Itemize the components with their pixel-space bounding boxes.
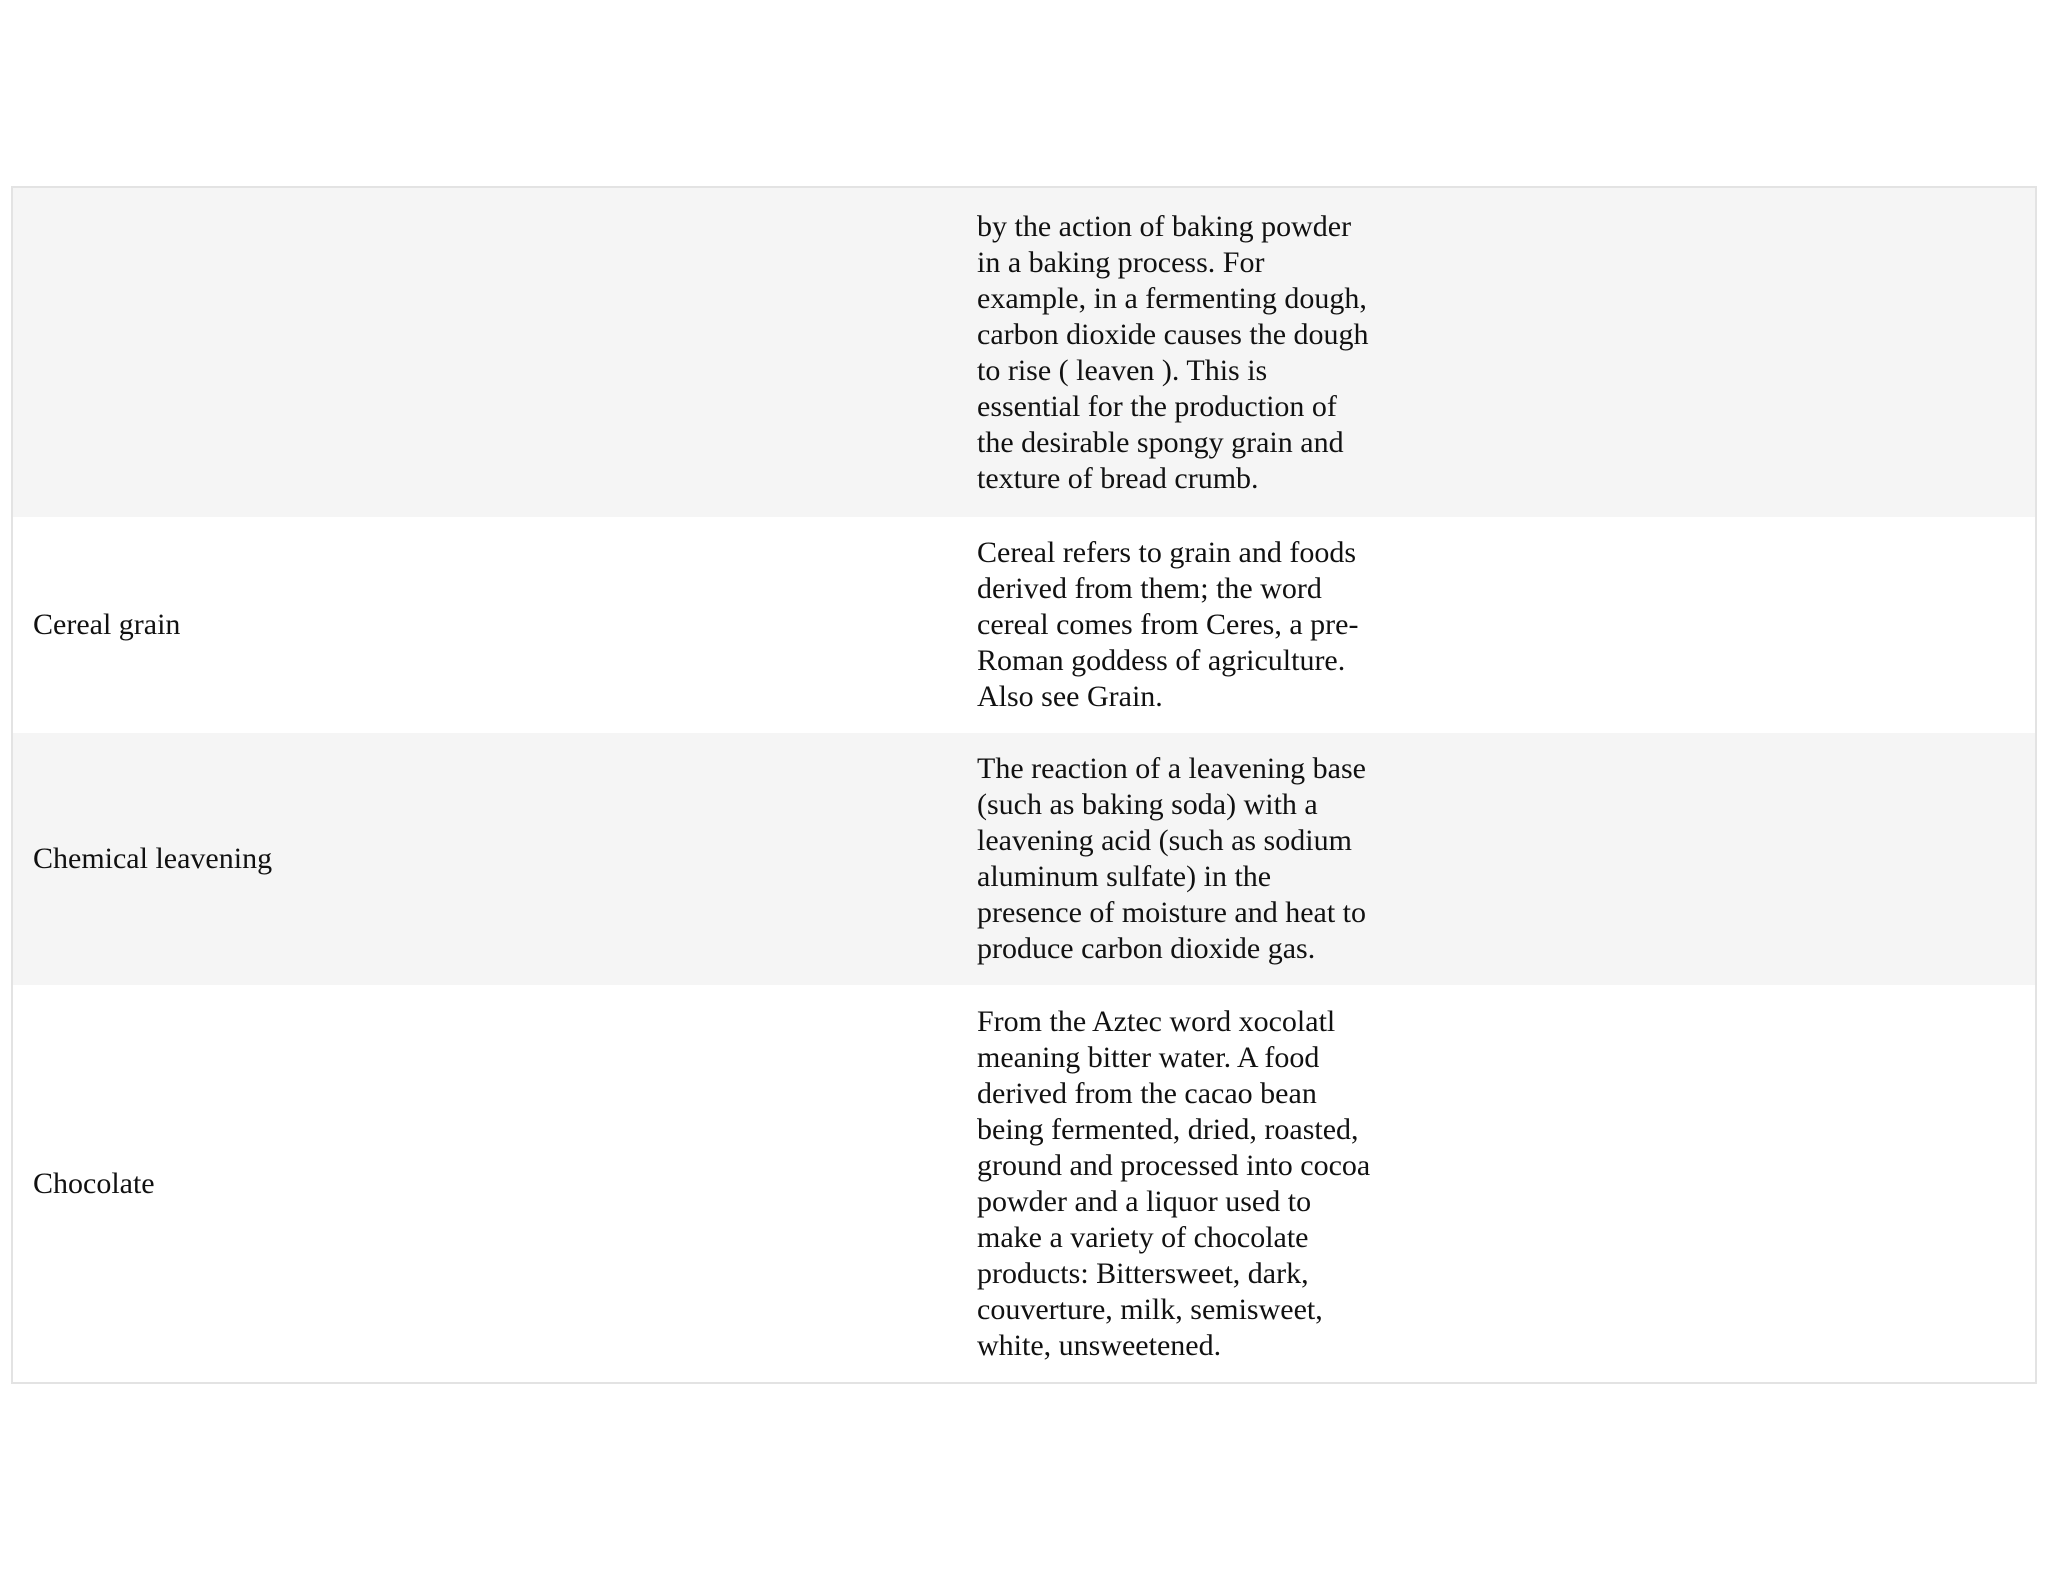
definition-text: From the Aztec word xocolatl meaning bitter water. A food derived from the cacao bean being fermented, dried, roasted, ground and processed into cocoa powder and a liquor used to make a variety of chocolate products: Bittersweet, dark, couverture, milk, semisweet, white, unsweetened. bbox=[977, 1004, 1371, 1362]
definition-cell bbox=[977, 517, 2036, 733]
definition-text: Cereal refers to grain and foods derived from them; the word cereal comes from Ceres, a pre- Roman goddess of agriculture. Also see Grain. bbox=[977, 536, 1359, 713]
table-row bbox=[12, 187, 2036, 517]
definition-text: The reaction of a leavening base (such as baking soda) with a leavening acid (such as sodium aluminum sulfate) in the presence of moisture and heat to produce carbon dioxide gas. bbox=[977, 752, 1367, 965]
term-cell: Cereal grain bbox=[12, 517, 977, 733]
term-cell bbox=[12, 187, 977, 517]
table-row bbox=[12, 517, 2036, 733]
definition-text: by the action of baking powder in a baking process. For example, in a fermenting dough, carbon dioxide causes the dough to rise ( leaven ). This is essential for the production of the desirable spongy grain and texture of bread crumb. bbox=[977, 209, 1369, 495]
glossary-table bbox=[11, 186, 2037, 1384]
table-row bbox=[12, 733, 2036, 985]
definition-cell bbox=[977, 733, 2036, 985]
term-cell: Chocolate bbox=[12, 985, 977, 1383]
definition-cell bbox=[977, 187, 2036, 517]
term-cell: Chemical leavening bbox=[12, 733, 977, 985]
table-row bbox=[12, 985, 2036, 1383]
definition-cell bbox=[977, 985, 2036, 1383]
